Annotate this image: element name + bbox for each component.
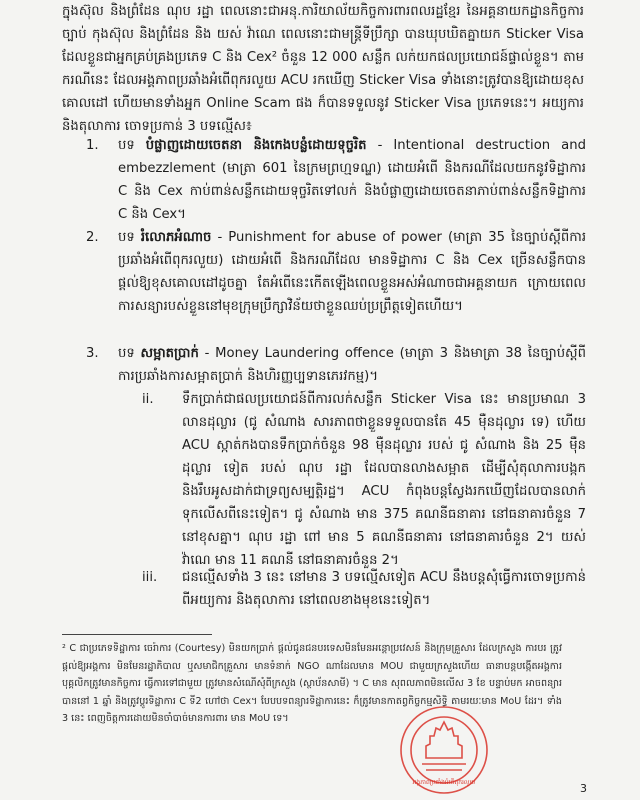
sub-list-item [142,388,586,572]
list-item [86,342,586,388]
item-body: - Money Laundering offence (មាត្រា 3 និងមាត្រា 38 នៃច្បាប់ស្តីពីការប្រឆាំងការសម្អាតប្រាក់ និងហិរញ្ញប្បទានភេរវកម្ម)។ [118,346,586,384]
item-title: រំលោភអំណាច [140,230,212,245]
list-item-text [118,342,586,388]
list-item-text [118,226,586,318]
stamp-text: អង្គភាពប្រឆាំងអំពើពុករលួយ [412,779,476,786]
list-item-number: 2. [86,230,99,245]
item-body: - Punishment for abuse of power (មាត្រា 35 នៃច្បាប់ស្តីពីការប្រឆាំងអំពើពុករលួយ) ដោយអំពើ និងករណីដែល មានទិដ្ឋាការ C និង Cex ច្រើនសន្លឹកបានផ្តល់ឱ្យខុសគោលដៅដូចគ្នា តែអំពើនេះកើតឡើងពេលខ្លួនអស់អំណាចជាអគ្គនាយក ក្រោយពេលការសន្យារបស់ខ្លួននៅមុខក្រុមប្រឹក្សាវិន័យថាខ្លួនឈប់ប្រព្រឹត្តទៀតហើយ។ [118,230,587,314]
item-body: - Intentional destruction and embezzlement (មាត្រា 601 នៃក្រមព្រហ្មទណ្ឌ) ដោយអំពើ និងករណីដែលយកនូវទិដ្ឋាការ C និង Cex កាប់ពាន់សន្លឹកដោយទុច្ចរិតទៅលក់ និងបំផ្លាញដោយចេតនាភាប់ពាន់សន្លឹកទិដ្ឋាការ C និង Cex។ [118,138,586,222]
list-item [86,226,586,318]
sub-list-item-text: ជនល្មើសទាំង 3 នេះ នៅមាន 3 បទល្មើសទៀត ACU នឹងបន្តសុំធ្វើការចោទប្រកាន់ ពីអយ្យការ និងតុលាការ នៅពេលខាងមុខនេះទៀត។ [182,570,586,608]
item-title: បំផ្លាញដោយចេតនា និងកេងបន្លំដោយទុច្ចរិត [145,138,367,153]
sub-list-item [142,566,586,612]
list-item [86,134,586,226]
item-prefix: បទ [118,346,141,361]
item-title: សម្អាតប្រាក់ [140,346,199,361]
list-item-text [118,134,586,226]
sub-list-item-number: ii. [142,392,154,407]
list-item-number: 3. [86,346,99,361]
sub-list-item-text: ទឹកប្រាក់ជាផលប្រយោជន៍ពីការលក់សន្លឹក Sticker Visa នេះ មានប្រមាណ 3 លានដុល្លារ (ជូ សំណាង សារភាពថាខ្លួនទទួលបានតែ 45 ម៉ឺនដុល្លារ ទេ) ហើយ ACU ស្កាត់កងបានទឹកប្រាក់ចំនួន 98 ម៉ឺនដុល្លារ របស់ ជូ សំណាង និង 25 ម៉ឺនដុល្លារ ទៀត របស់ ណុប រដ្ឋា ដែលបានលាងសម្អាត ដើម្បីសុំតុលាការបង្កក និងរឹបអូសដាក់ជាទ្រព្យសម្បត្តិរដ្ឋ។ ACU កំពុងបន្តស្វែងរកឃើញដែលបានលាក់ទុកលើសពីនេះទៀត។ ជូ សំណាង មាន 375 គណនីធនាគារ នៅធនាគារចំនួន 7 នៅខុសគ្នា។ ណុប រដ្ឋា ពៅ មាន 5 គណនីធនាគារ នៅធនាគារចំនួន 2។ យស់ វ៉ាណេ មាន 11 គណនី នៅធនាគារចំនួន 2។ [182,392,586,568]
footnote: ² C ជាប្រភេទទិដ្ឋាការ ចេរ៉ាការ (Courtesy) មិនយកប្រាក់ ផ្តល់ជូនជនបរទេសមិនមែនអន្តោប្រវេសន៍ និងក្រុមគ្រួសារ ដែលក្រសួង ការបរ ត្រូវផ្តល់ឱ្យអង្គការ មិនមែនរដ្ឋាភិបាល ឬសមាជិកគ្រួសារ មានទំនាក់ NGO ណាដែលមាន MOU ជាមួយក្រសួងហើយ ធានាបន្តបង្កើតអង្គការ បុគ្គលិកត្រូវមានកិច្ចការ ធ្វើការទៅជាមួយ ត្រូវមានសំណើសុំពីក្រសួង (ស្ថាប័នសាមី) ។ C មាន សុពលភាពមិនលើស 3 ខែ បន្ទាប់មក អាចពន្យារបាននៅ 1 ឆ្នាំ និងត្រូវប្តូរទិដ្ឋាការ C ទី2 ហៅថា Cex។ បែបបទពន្យារទិដ្ឋាការនេះ ក៏ត្រូវមានកាតព្វកិច្ចកម្មសិទ្ធិ តាមរយៈមាន MoU ដែរ។ ទាំង 3 នេះ ពេញចិត្តការដោយមិនចាំបាច់មានការពារ មាន MoU ទេ។ [62,643,562,724]
list-item-number: 1. [86,138,99,153]
intro-paragraph: ក្នុងស៊ុល និងព្រំដែន ណុប រដ្ឋា ពេលនោះជាអនុ.ការិយាល័យកិច្ចការពារពលរដ្ឋខ្មែរ នៃអគ្គនាយកដ្ឋានកិច្ចការច្បាប់ កុងស៊ុល និងព្រំដែន និង យស់ វ៉ាណេ ពេលនោះជាមន្ត្រីទីប្រឹក្សា បានឃុបឃិតគ្នាយក Sticker Visa ដែលខ្លួនជាអ្នកគ្រប់គ្រងប្រភេទ C និង Cex² ចំនួន 12 000 សន្លឹក លក់យកផលប្រយោជន៍ផ្ទាល់ខ្លួន។ តាមករណីនេះ ដែលអង្គភាពប្រឆាំងអំពើពុករលួយ ACU រកឃើញ Sticker Visa ទាំងនោះត្រូវបានឱ្យដោយខុសគោលដៅ ហើយមានទាំងអ្នក Online Scam ផង ក៏បានទទួលនូវ Sticker Visa ប្រភេទនេះ។ អយ្យការ និងតុលាការ ចោទប្រកាន់ 3 បទល្មើស៖ [62,4,584,134]
page-number: 3 [580,782,587,795]
footnote-divider [62,634,212,635]
item-prefix: បទ [118,230,141,245]
item-prefix: បទ [118,138,146,153]
official-seal-stamp [398,704,490,796]
sub-list-item-number: iii. [142,570,158,585]
